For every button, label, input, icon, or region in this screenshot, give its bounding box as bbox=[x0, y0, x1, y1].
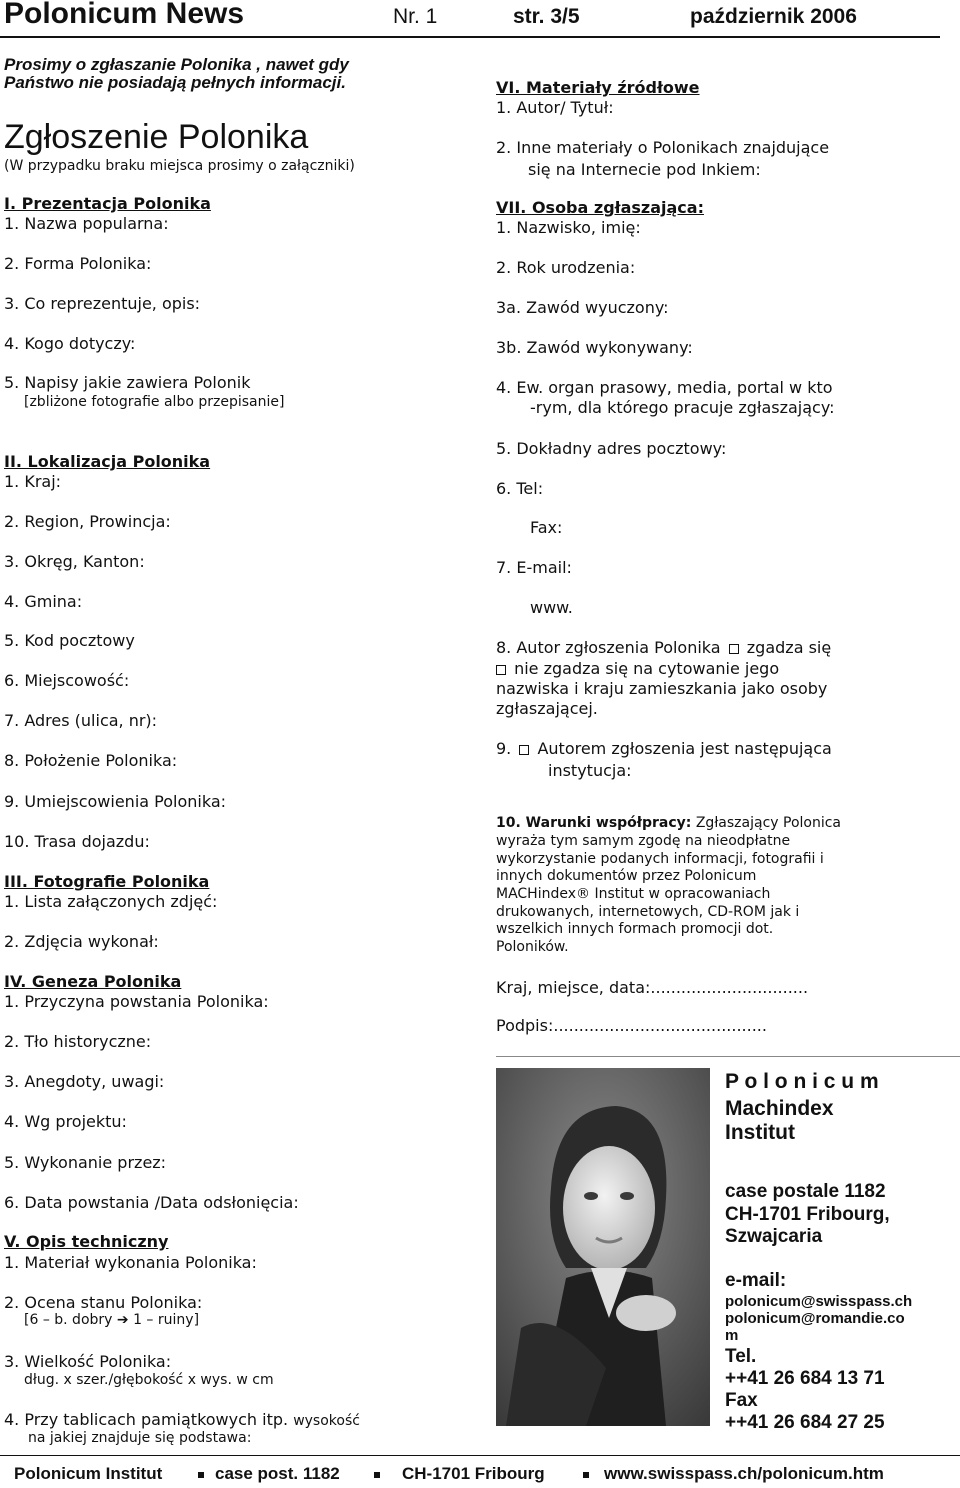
issue-date: październik 2006 bbox=[690, 5, 857, 28]
bullet-icon bbox=[198, 1472, 204, 1478]
field-label: 9. Umiejscowienia Polonika: bbox=[4, 792, 227, 811]
form-subtitle: (W przypadku braku miejsca prosimy o załączniki) bbox=[4, 158, 355, 174]
field-label: 1. Kraj: bbox=[4, 472, 62, 491]
fax-label: Fax bbox=[725, 1390, 758, 1411]
field-label: www. bbox=[530, 598, 573, 617]
field-label: 6. Data powstania /Data odsłonięcia: bbox=[4, 1193, 299, 1212]
consent-line bbox=[496, 659, 779, 678]
field-label: 3b. Zawód wykonywany: bbox=[496, 338, 693, 357]
field-label: 6. Miejscowość: bbox=[4, 671, 130, 690]
field-label: 1. Nazwa popularna: bbox=[4, 214, 169, 233]
bullet-icon bbox=[374, 1472, 380, 1478]
signature-place-date: Kraj, miejsce, data:............................... bbox=[496, 978, 809, 997]
field-label: 8. Położenie Polonika: bbox=[4, 751, 178, 770]
email-link[interactable]: polonicum@romandie.co bbox=[725, 1310, 905, 1327]
field-label: 4. Wg projektu: bbox=[4, 1112, 127, 1131]
field-label: 2. Tło historyczne: bbox=[4, 1032, 152, 1051]
field-label: 1. Materiał wykonania Polonika: bbox=[4, 1253, 257, 1272]
item-number: 9. bbox=[496, 739, 512, 758]
section-5-heading: V. Opis techniczny bbox=[4, 1232, 169, 1251]
signature-line: Podpis:.......................................... bbox=[496, 1016, 767, 1035]
cooperation-line: MACHindex® Institut w opracowaniach bbox=[496, 886, 771, 902]
field-label: 1. Przyczyna powstania Polonika: bbox=[4, 992, 269, 1011]
institution-line bbox=[496, 739, 832, 758]
field-label: się na Internecie pod Inkiem: bbox=[528, 160, 761, 179]
email-link[interactable]: m bbox=[725, 1327, 739, 1344]
postal-address: Szwajcaria bbox=[725, 1226, 823, 1247]
field-label: 3a. Zawód wyuczony: bbox=[496, 298, 669, 317]
page-footer bbox=[0, 1455, 960, 1488]
divider bbox=[496, 1056, 960, 1057]
field-note: [zbliżone fotografie albo przepisanie] bbox=[24, 394, 285, 410]
field-label-text: 4. Przy tablicach pamiątkowych itp. bbox=[4, 1410, 289, 1429]
field-label: 2. Ocena stanu Polonika: bbox=[4, 1293, 203, 1312]
field-label: 4. Ew. organ prasowy, media, portal w kto bbox=[496, 378, 833, 397]
form-title: Zgłoszenie Polonika bbox=[4, 118, 309, 156]
portrait-photo bbox=[496, 1068, 710, 1426]
field-label: 2. Rok urodzenia: bbox=[496, 258, 636, 277]
cooperation-line: wszelkich innych formach promocji dot. bbox=[496, 921, 774, 937]
institution-line: instytucja: bbox=[548, 761, 632, 780]
page-header bbox=[0, 0, 940, 38]
email-label: e-mail: bbox=[725, 1270, 787, 1291]
cooperation-line bbox=[496, 815, 841, 832]
field-label: 1. Lista załączonych zdjęć: bbox=[4, 892, 218, 911]
field-label: 4. Gmina: bbox=[4, 592, 83, 611]
section-7-heading: VII. Osoba zgłaszająca: bbox=[496, 198, 704, 217]
field-label: 5. Wykonanie przez: bbox=[4, 1153, 167, 1172]
field-label: 6. Tel: bbox=[496, 479, 544, 498]
institute-name: Institut bbox=[725, 1121, 795, 1144]
field-label: 5. Dokładny adres pocztowy: bbox=[496, 439, 727, 458]
page-number: str. 3/5 bbox=[513, 5, 580, 28]
email-link[interactable]: polonicum@swisspass.ch bbox=[725, 1293, 913, 1310]
consent-line: nazwiska i kraju zamieszkania jako osoby bbox=[496, 679, 828, 698]
tel-number: ++41 26 684 13 71 bbox=[725, 1368, 885, 1389]
postal-address: CH-1701 Fribourg, bbox=[725, 1204, 890, 1225]
field-label: 3. Wielkość Polonika: bbox=[4, 1352, 172, 1371]
section-2-heading: II. Lokalizacja Polonika bbox=[4, 452, 211, 471]
postal-address: case postale 1182 bbox=[725, 1181, 886, 1202]
consent-line bbox=[496, 638, 831, 657]
field-label: 7. Adres (ulica, nr): bbox=[4, 711, 158, 730]
fax-number: ++41 26 684 27 25 bbox=[725, 1412, 885, 1433]
section-4-heading: IV. Geneza Polonika bbox=[4, 972, 182, 991]
footer-website[interactable]: www.swisspass.ch/polonicum.htm bbox=[604, 1464, 884, 1483]
section-3-heading: III. Fotografie Polonika bbox=[4, 872, 210, 891]
field-label: 2. Zdjęcia wykonał: bbox=[4, 932, 159, 951]
arrow-right-icon: ➔ bbox=[116, 1312, 129, 1328]
field-note: na jakiej znajduje się podstawa: bbox=[28, 1430, 252, 1446]
institution-text: Autorem zgłoszenia jest następująca bbox=[537, 739, 832, 758]
bullet-icon bbox=[583, 1472, 589, 1478]
footer-postbox: case post. 1182 bbox=[215, 1464, 340, 1483]
section-1-heading: I. Prezentacja Polonika bbox=[4, 194, 211, 213]
field-note bbox=[24, 1312, 199, 1329]
consent-text: 8. Autor zgłoszenia Polonika bbox=[496, 638, 721, 657]
scale-best: [6 – b. dobry bbox=[24, 1312, 113, 1328]
cooperation-text: Zgłaszający Polonica bbox=[691, 815, 842, 831]
field-label: 5. Kod pocztowy bbox=[4, 631, 135, 650]
consent-line: zgłaszającej. bbox=[496, 699, 598, 718]
scale-worst: 1 – ruiny] bbox=[133, 1312, 200, 1328]
consent-text: zgadza się bbox=[746, 638, 832, 657]
field-label: 7. E-mail: bbox=[496, 558, 572, 577]
tel-label: Tel. bbox=[725, 1346, 757, 1367]
field-label: 2. Inne materiały o Polonikach znajdujące bbox=[496, 138, 830, 157]
field-label: -rym, dla którego pracuje zgłaszający: bbox=[530, 398, 835, 417]
newsletter-title: Polonicum News bbox=[4, 0, 245, 30]
field-label bbox=[4, 1410, 360, 1430]
portrait-image bbox=[496, 1068, 710, 1426]
cooperation-line: innych dokumentów przez Polonicum bbox=[496, 868, 757, 884]
institution-checkbox[interactable] bbox=[519, 745, 529, 755]
field-label: 1. Nazwisko, imię: bbox=[496, 218, 641, 237]
footer-city: CH-1701 Fribourg bbox=[402, 1464, 545, 1483]
consent-text: nie zgadza się na cytowanie jego bbox=[514, 659, 780, 678]
field-label: 5. Napisy jakie zawiera Polonik bbox=[4, 373, 251, 392]
issue-number: Nr. 1 bbox=[393, 5, 438, 28]
field-note: wysokość bbox=[293, 1413, 360, 1429]
intro-text: Prosimy o zgłaszanie Polonika , nawet gdy Państwo nie posiadają pełnych informacji. bbox=[4, 55, 349, 92]
field-label: 2. Region, Prowincja: bbox=[4, 512, 171, 531]
institute-name: Machindex bbox=[725, 1097, 834, 1120]
cooperation-heading: 10. Warunki współpracy: bbox=[496, 815, 692, 831]
field-label: Fax: bbox=[530, 518, 563, 537]
cooperation-line: wykorzystanie podanych informacji, fotografii i bbox=[496, 851, 824, 867]
field-label: 10. Trasa dojazdu: bbox=[4, 832, 150, 851]
field-note: dług. x szer./głębokość x wys. w cm bbox=[24, 1372, 274, 1388]
footer-institute: Polonicum Institut bbox=[14, 1464, 163, 1483]
institute-name: P o l o n i c u m bbox=[725, 1070, 879, 1093]
field-label: 4. Kogo dotyczy: bbox=[4, 334, 136, 353]
disagree-checkbox[interactable] bbox=[496, 665, 506, 675]
field-label: 3. Anegdoty, uwagi: bbox=[4, 1072, 165, 1091]
field-label: 2. Forma Polonika: bbox=[4, 254, 152, 273]
section-6-heading: VI. Materiały źródłowe bbox=[496, 78, 700, 97]
agree-checkbox[interactable] bbox=[729, 644, 739, 654]
field-label: 1. Autor/ Tytuł: bbox=[496, 98, 614, 117]
cooperation-line: wyraża tym samym zgodę na nieodpłatne bbox=[496, 833, 791, 849]
cooperation-line: drukowanych, internetowych, CD-ROM jak i bbox=[496, 904, 800, 920]
field-label: 3. Co reprezentuje, opis: bbox=[4, 294, 201, 313]
field-label: 3. Okręg, Kanton: bbox=[4, 552, 145, 571]
cooperation-line: Poloników. bbox=[496, 939, 569, 955]
